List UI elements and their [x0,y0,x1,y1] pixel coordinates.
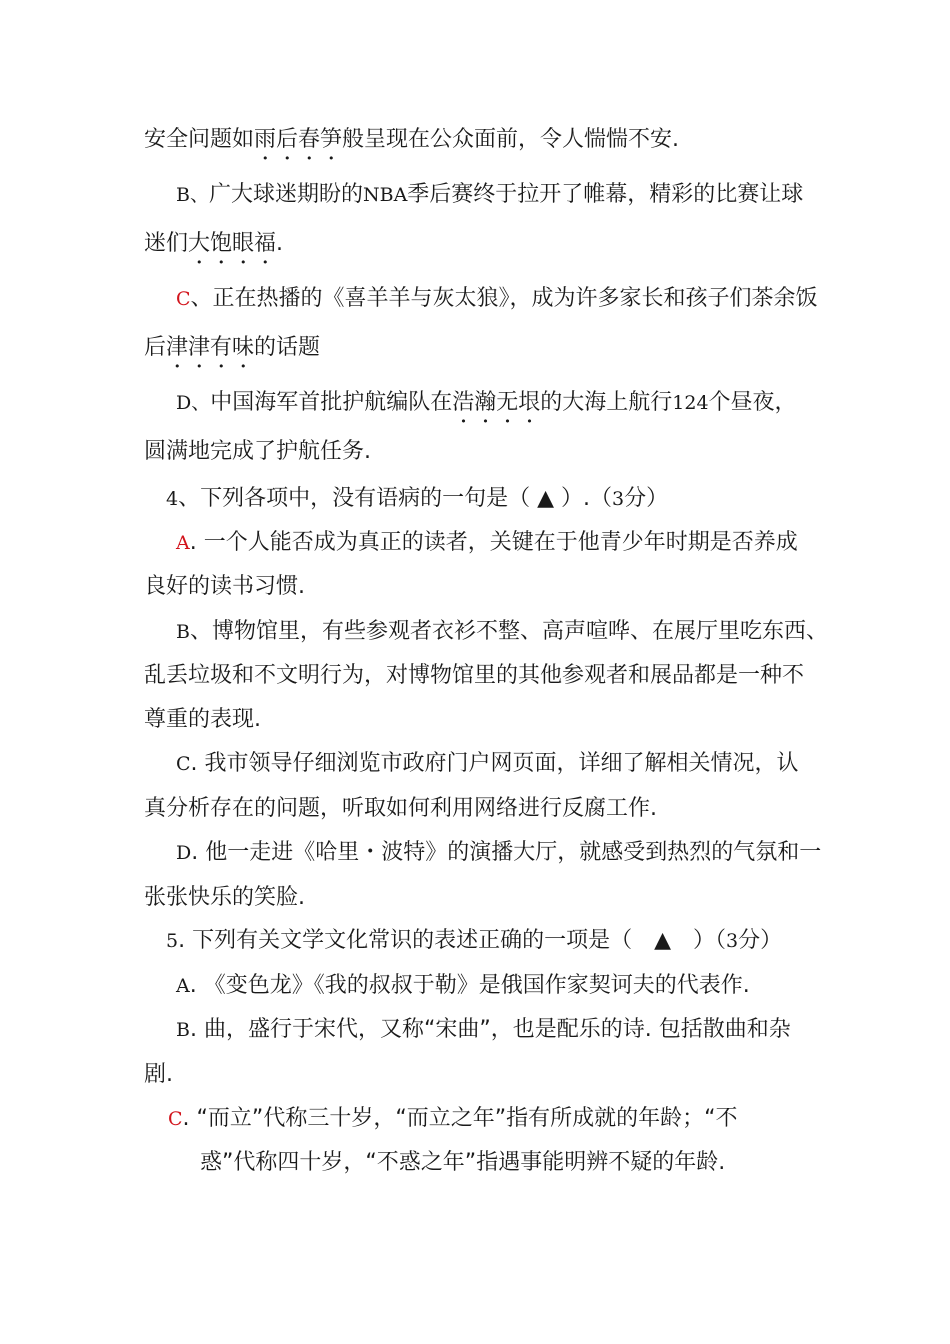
latin-term: NBA [362,184,408,206]
text-run: 的大海上航行 [540,390,673,415]
q4-option-c-line1 [176,750,799,778]
q5-stem [166,927,782,955]
text-run: 、博物馆里，有些参观者衣衫不整、高声喧哗、在展厅里吃东西、 [189,619,828,644]
text-run: 广大球迷期盼的 [208,182,363,207]
q4-option-d-line2: 张张快乐的笑脸. [144,885,305,910]
text-run: . 曲，盛行于宋代，又称“宋曲”，也是配乐的诗. 包括散曲和杂 [189,1017,791,1042]
text-run: 迷们 [144,231,189,256]
q5-option-c-line2: 惑”代称四十岁，“不惑之年”指遇事能明辨不疑的年龄. [200,1150,726,1175]
q4-option-c-line2: 真分析存在的问题，听取如何利用网络进行反腐工作. [144,796,657,821]
q3-option-b-line1 [176,181,803,209]
q4-option-a-line2: 良好的读书习惯. [144,574,305,599]
score-number: 3 [612,488,625,510]
option-letter: B [176,621,190,643]
option-letter: A [176,975,190,997]
q5-option-b-line1 [176,1016,791,1044]
option-letter-answer: C [168,1108,183,1130]
option-letter: D、 [176,392,211,414]
q4-option-d-line1 [176,839,821,867]
emphasized-phrase: 浩瀚无垠 [452,390,541,415]
option-letter: D [176,842,192,864]
q4-option-b-line2: 乱丢垃圾和不文明行为，对博物馆里的其他参观者和展品都是一种不 [144,663,805,688]
text-run: 安全问题如 [144,127,255,152]
text-run: 、下列各项中，没有语病的一句是（ ▲ ）.（ [178,486,612,511]
number: 124 [672,392,709,414]
q4-stem [166,485,668,513]
text-run: 个昼夜， [708,390,797,415]
score-number: 3 [726,930,739,952]
emphasized-phrase: 大饱眼福 [188,231,277,256]
option-letter-answer: A [176,532,190,554]
q3-option-d-line2: 圆满地完成了护航任务. [144,439,371,464]
option-letter: C [176,753,191,775]
q4-option-b-line3: 尊重的表现. [144,707,261,732]
option-letter: B、 [176,184,209,206]
text-run: 、正在热播的《喜羊羊与灰太狼》，成为许多家长和孩子们茶余饭 [190,286,818,311]
text-run: 后 [144,335,167,360]
text-run: . 一个人能否成为真正的读者，关键在于他青少年时期是否养成 [189,530,798,555]
option-letter: B [176,1019,190,1041]
text-run: . 我市领导仔细浏览市政府门户网页面，详细了解相关情况，认 [190,751,799,776]
text-run: 分） [738,928,783,953]
text-run: . 《变色龙》《我的叔叔于勒》是俄国作家契诃夫的代表作. [189,973,750,998]
q4-option-a-line1 [176,529,798,557]
text-run: 分） [624,486,669,511]
emphasized-phrase: 雨后春笋 [254,127,343,152]
q4-option-b-line1 [176,618,828,646]
q5-option-b-line2: 剧. [144,1062,173,1087]
question-number: 4 [166,488,179,510]
text-run: 中国海军首批护航编队在 [210,390,453,415]
text-run: . 他一走进《哈里・波特》的演播大厅，就感受到热烈的气氛和一 [191,840,822,865]
q3-option-c-line2 [144,334,320,373]
text-run: . “而立”代称三十岁，“而立之年”指有所成就的年龄；“不 [182,1106,738,1131]
q5-option-c-line1 [168,1105,738,1133]
text-run: 季后赛终于拉开了帷幕，精彩的比赛让球 [407,182,804,207]
emphasized-phrase: 津津有味 [166,335,255,360]
q5-option-a [176,972,750,1000]
q3-option-a-line [144,126,679,165]
text-run: . 下列有关文学文化常识的表述正确的一项是（ ▲ ）（ [178,928,727,953]
text-run: . [276,231,284,256]
q3-option-d-line1 [176,389,797,428]
question-number: 5 [166,930,179,952]
q3-option-b-line2 [144,230,283,269]
option-letter-answer: C [176,288,191,310]
q3-option-c-line1 [176,285,818,313]
text-run: 的话题 [254,335,321,360]
text-run: 般呈现在公众面前，令人惴惴不安. [342,127,680,152]
